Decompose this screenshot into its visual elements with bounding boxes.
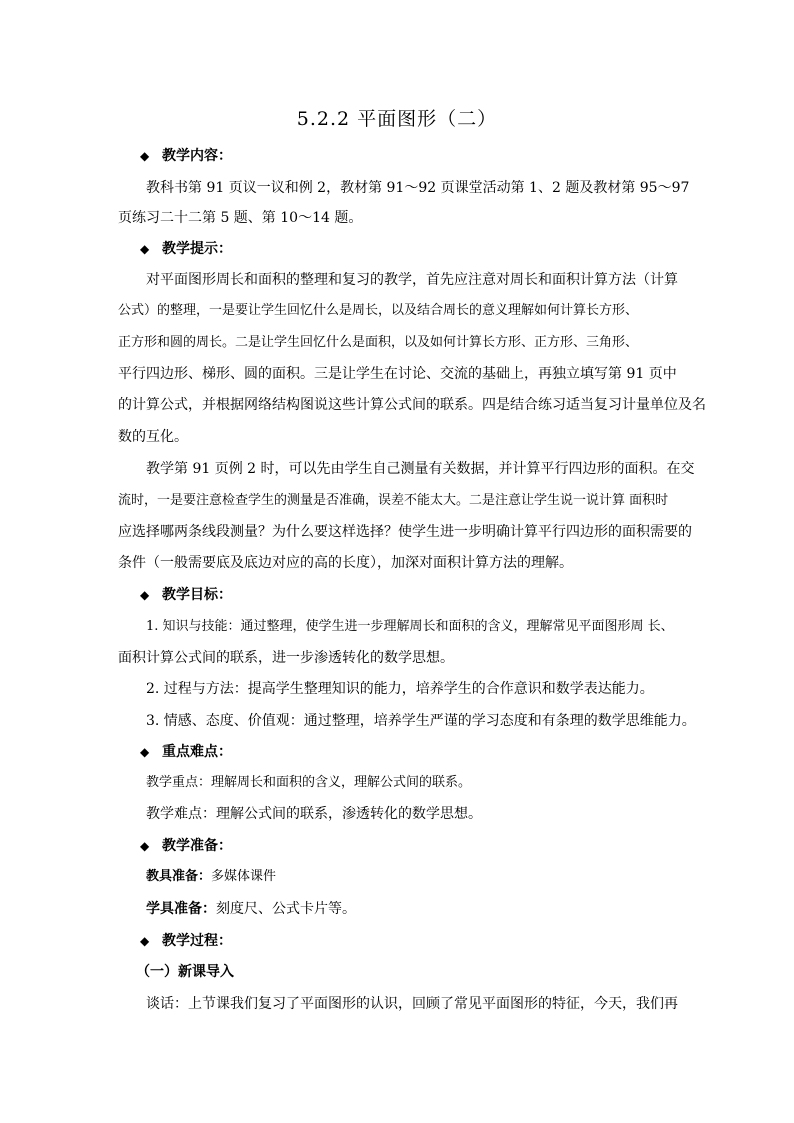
section-heading-content: ◆ 教学内容：	[140, 148, 232, 164]
page-title: 5.2.2 平面图形（二）	[296, 108, 498, 130]
diamond-bullet-icon: ◆	[140, 242, 150, 256]
hint-line: 流时，一是要注意检查学生的测量是否准确，误差不能太大。二是注意让学生说一说计算 面积时	[118, 493, 669, 508]
prep-student-line: 学具准备：刻度尺、公式卡片等。	[146, 901, 356, 917]
diamond-bullet-icon: ◆	[140, 934, 150, 948]
diamond-bullet-icon: ◆	[140, 588, 150, 602]
section-heading-goal: ◆ 教学目标：	[140, 587, 232, 603]
key-line: 教学重点：理解周长和面积的含义，理解公式间的联系。	[146, 775, 472, 790]
goal-line: 1. 知识与技能：通过整理，使学生进一步理解周长和面积的含义，理解常见平面图形周 长、	[146, 619, 674, 634]
hint-line: 对平面图形周长和面积的整理和复习的教学，首先应注意对周长和面积计算方法（计算	[146, 272, 678, 288]
process-subheading: （一）新课导入	[136, 964, 234, 980]
process-line: 谈话：上节课我们复习了平面图形的认识，回顾了常见平面图形的特征，今天，我们再	[146, 996, 678, 1012]
diamond-bullet-icon: ◆	[140, 745, 150, 759]
hint-line: 条件（一般需要底及底边对应的高的长度），加深对面积计算方法的理解。	[118, 555, 573, 571]
diamond-bullet-icon: ◆	[140, 149, 150, 163]
section-heading-prep: ◆ 教学准备：	[140, 838, 232, 854]
hint-line: 数的互化。	[118, 429, 188, 445]
hint-line: 教学第 91 页例 2 时，可以先由学生自己测量有关数据，并计算平行四边形的面积。在交	[146, 461, 695, 477]
hint-line: 公式）的整理，一是要让学生回忆什么是周长，以及结合周长的意义理解如何计算长方形、	[118, 303, 639, 318]
hint-line: 应选择哪两条线段测量？为什么要这样选择？使学生进一步明确计算平行四边形的面积需要的	[118, 524, 692, 540]
goal-line: 2. 过程与方法：提高学生整理知识的能力，培养学生的合作意识和数学表达能力。	[146, 681, 654, 697]
hint-line: 的计算公式，并根据网络结构图说这些计算公式间的联系。四是结合练习适当复习计量单位及名	[118, 397, 706, 413]
section-heading-key: ◆ 重点难点：	[140, 744, 232, 760]
prep-teacher-line: 教具准备：多媒体课件	[146, 869, 277, 884]
section-heading-hint: ◆ 教学提示：	[140, 241, 232, 257]
content-line: 教科书第 91 页议一议和例 2，教材第 91～92 页课堂活动第 1、2 题及教材第 95～97	[146, 180, 690, 196]
diamond-bullet-icon: ◆	[140, 839, 150, 853]
goal-line: 3. 情感、态度、价值观：通过整理，培养学生严谨的学习态度和有条理的数学思维能力。	[146, 713, 696, 729]
hint-line: 正方形和圆的周长。二是让学生回忆什么是面积，以及如何计算长方形、正方形、三角形、	[118, 335, 639, 350]
goal-line: 面积计算公式间的联系，进一步渗透转化的数学思想。	[118, 650, 454, 666]
section-heading-process: ◆ 教学过程：	[140, 933, 232, 949]
hint-line: 平行四边形、梯形、圆的面积。三是让学生在讨论、交流的基础上，再独立填写第 91 页中	[118, 366, 677, 382]
key-line: 教学难点：理解公式间的联系，渗透转化的数学思想。	[146, 806, 482, 822]
content-line: 页练习二十二第 5 题、第 10～14 题。	[118, 210, 363, 226]
